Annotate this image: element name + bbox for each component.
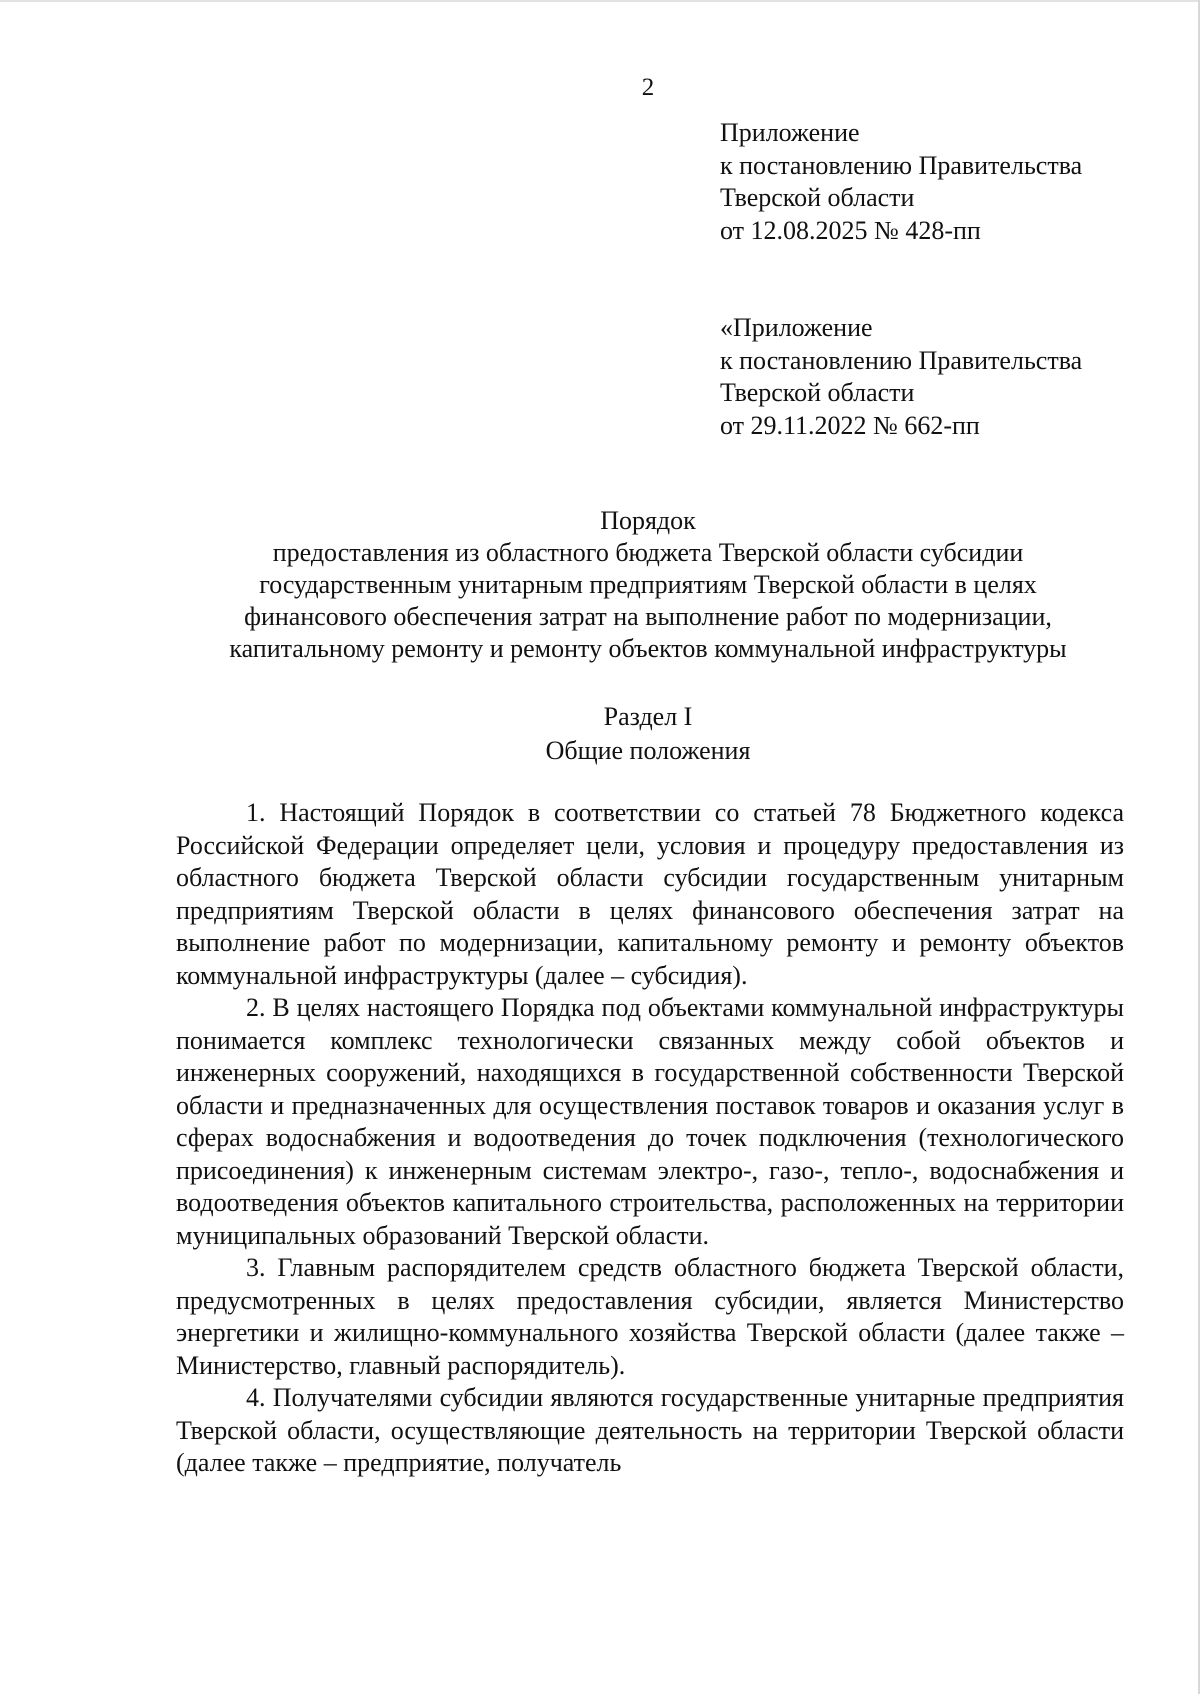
paragraph-1: 1. Настоящий Порядок в соответствии со статьей 78 Бюджетного кодекса Российской Федерации определяет цели, условия и процедуру предоставления из областного бюджета Тверской области субсидии государственным унитарным предприятиям Тверской области в целях финансового обеспечения затрат на выполнение работ по модернизации, капитальному ремонту и ремонту объектов коммунальной инфраструктуры (далее – субсидия). (176, 798, 1124, 990)
section-heading (176, 700, 1120, 768)
title-line: государственным унитарным предприятиям Тверской области в целях (259, 570, 1037, 599)
appendix-region: Тверской области (720, 183, 915, 212)
document-title (176, 505, 1120, 665)
title-line: финансового обеспечения затрат на выполнение работ по модернизации, (244, 602, 1052, 631)
appendix-date-number: от 12.08.2025 № 428-пп (720, 215, 981, 245)
appendix-decree-ref: к постановлению Правительства (720, 345, 1083, 375)
appendix-date-number: от 29.11.2022 № 662-пп (720, 410, 980, 440)
title-line: предоставления из областного бюджета Тверской области субсидии (272, 538, 1024, 567)
appendix-label: Приложение (720, 118, 860, 147)
paragraph-3: 3. Главным распорядителем средств областного бюджета Тверской области, предусмотренных в целях предоставления субсидии, является Министерство энергетики и жилищно-коммунального хозяйства Тверской области (далее также – Министерство, главный распорядитель). (176, 1253, 1124, 1380)
appendix-header-original (720, 312, 1082, 442)
scan-top-edge (0, 0, 1200, 2)
title-line: капитальному ремонту и ремонту объектов коммунальной инфраструктуры (229, 634, 1067, 663)
document-body (176, 797, 1124, 1480)
section-name: Общие положения (545, 736, 751, 765)
appendix-region: Тверской области (720, 378, 915, 407)
paragraph-4: 4. Получателями субсидии являются государственные унитарные предприятия Тверской области, осуществляющие деятельность на территории Тверской области (далее также – предприятие, получатель (176, 1383, 1124, 1477)
appendix-header-current (720, 117, 1082, 247)
appendix-decree-ref: к постановлению Правительства (720, 150, 1083, 180)
page-number: 2 (641, 74, 655, 101)
paragraph-2: 2. В целях настоящего Порядка под объектами коммунальной инфраструктуры понимается комплекс технологически связанных между собой объектов и инженерных сооружений, находящихся в государственной собственности Тверской области и предназначенных для осуществления поставок товаров и оказания услуг в сферах водоснабжения и водоотведения до точек подключения (технологического присоединения) к инженерным системам электро-, газо-, тепло-, водоснабжения и водоотведения объектов капитального строительства, расположенных на территории муниципальных образований Тверской области. (176, 993, 1124, 1250)
appendix-label: «Приложение (720, 313, 873, 342)
section-number: Раздел I (603, 702, 693, 731)
title-heading: Порядок (600, 506, 696, 535)
